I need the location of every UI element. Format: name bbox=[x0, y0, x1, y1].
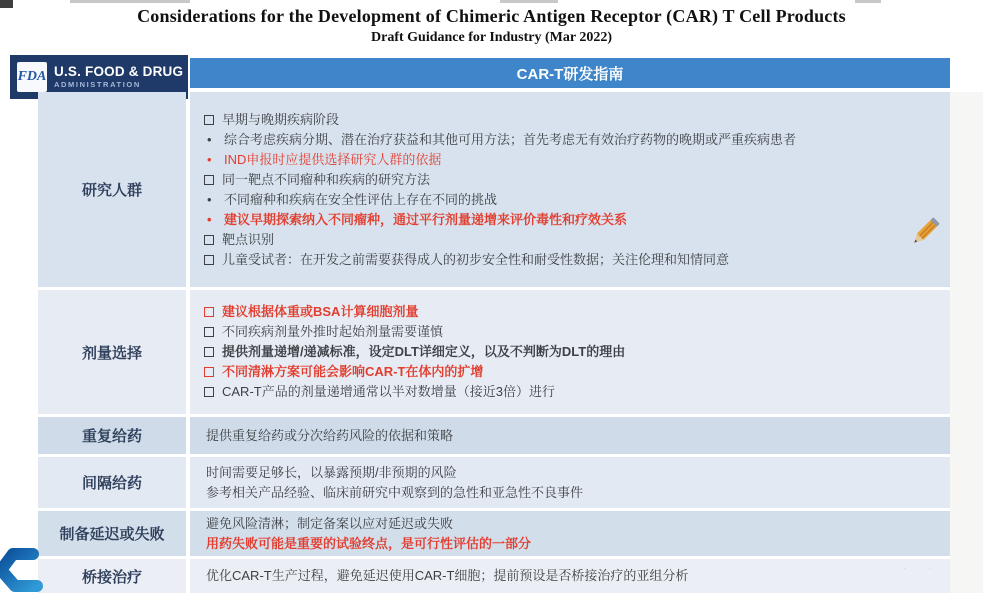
content-item bbox=[202, 534, 942, 554]
checkbox-marker-icon bbox=[204, 387, 214, 397]
content-item-text: 参考相关产品经验、临床前研究中观察到的急性和亚急性不良事件 bbox=[206, 484, 584, 500]
content-item bbox=[202, 150, 942, 170]
content-item-text: 不同瘤种和疾病在安全性评估上存在不同的挑战 bbox=[224, 191, 498, 207]
bullet-marker-icon: • bbox=[207, 211, 212, 227]
c-brand-logo-icon bbox=[0, 546, 49, 593]
table-header-banner: CAR-T研发指南 bbox=[190, 58, 950, 88]
row-content bbox=[190, 559, 950, 593]
checkbox-marker-icon bbox=[204, 175, 214, 185]
content-item bbox=[202, 170, 942, 190]
row-label: 桥接治疗 bbox=[38, 559, 186, 593]
fda-logo-text bbox=[54, 65, 183, 89]
content-item-text: IND申报时应提供选择研究人群的依据 bbox=[224, 151, 442, 167]
content-item-text: 同一靶点不同瘤种和疾病的研究方法 bbox=[222, 171, 431, 187]
table-row bbox=[38, 417, 950, 454]
row-label: 重复给药 bbox=[38, 417, 186, 454]
checkbox-marker-icon bbox=[204, 367, 214, 377]
content-item-text: 时间需要足够长，以暴露预期/非预期的风险 bbox=[206, 464, 457, 480]
content-item bbox=[202, 250, 942, 270]
content-item bbox=[202, 130, 942, 150]
pencil-icon bbox=[903, 210, 945, 256]
video-artifact bbox=[500, 0, 558, 3]
content-item bbox=[202, 110, 942, 130]
content-item bbox=[202, 566, 942, 586]
content-item-text: CAR-T产品的剂量递增通常以半对数增量（接近3倍）进行 bbox=[222, 384, 555, 399]
content-item bbox=[202, 230, 942, 250]
content-item bbox=[202, 514, 942, 534]
checkbox-marker-icon bbox=[204, 307, 214, 317]
content-item bbox=[202, 362, 942, 382]
fda-acronym-icon: FDA bbox=[17, 62, 47, 92]
content-item-text: 建议根据体重或BSA计算细胞剂量 bbox=[222, 304, 419, 319]
bullet-marker-icon: • bbox=[207, 151, 212, 167]
content-item bbox=[202, 382, 942, 402]
content-item-text: 早期与晚期疾病阶段 bbox=[222, 111, 340, 127]
content-item-text: 用药失败可能是重要的试验终点，是可行性评估的一部分 bbox=[206, 535, 532, 551]
checkbox-marker-icon bbox=[204, 235, 214, 245]
row-content bbox=[190, 92, 950, 287]
faint-watermark: · ˙ · bbox=[903, 564, 936, 573]
table-row bbox=[38, 559, 950, 593]
row-content bbox=[190, 417, 950, 454]
content-item bbox=[202, 342, 942, 362]
content-item-text: 避免风险清淋；制定备案以应对延迟或失败 bbox=[206, 515, 454, 531]
table-row bbox=[38, 290, 950, 414]
table-row bbox=[38, 92, 950, 287]
checkbox-marker-icon bbox=[204, 327, 214, 337]
page-title: Considerations for the Development of Chimeric Antigen Receptor (CAR) T Cell Products bbox=[137, 6, 846, 26]
row-content bbox=[190, 511, 950, 556]
page-subtitle: Draft Guidance for Industry (Mar 2022) bbox=[371, 30, 612, 45]
fda-logo-line2: ADMINISTRATION bbox=[54, 80, 141, 90]
row-label: 研究人群 bbox=[38, 92, 186, 287]
content-item-text: 提供剂量递增/递减标准，设定DLT详细定义，以及不判断为DLT的理由 bbox=[222, 344, 626, 359]
row-label: 剂量选择 bbox=[38, 290, 186, 414]
row-label: 间隔给药 bbox=[38, 457, 186, 508]
checkbox-marker-icon bbox=[204, 115, 214, 125]
content-item-text: 优化CAR-T生产过程，避免延迟使用CAR-T细胞；提前预设是否桥接治疗的亚组分析 bbox=[206, 568, 689, 583]
row-content bbox=[190, 290, 950, 414]
content-item bbox=[202, 322, 942, 342]
bullet-marker-icon: • bbox=[207, 131, 212, 147]
checkbox-marker-icon bbox=[204, 255, 214, 265]
content-item-text: 靶点识别 bbox=[222, 231, 275, 247]
row-label: 制备延迟或失败 bbox=[38, 511, 186, 556]
row-content bbox=[190, 457, 950, 508]
content-item bbox=[202, 302, 942, 322]
content-item bbox=[202, 426, 942, 446]
content-item-text: 建议早期探索纳入不同瘤种，通过平行剂量递增来评价毒性和疗效关系 bbox=[224, 211, 628, 227]
content-item-text: 不同清淋方案可能会影响CAR-T在体内的扩增 bbox=[222, 364, 484, 379]
content-item bbox=[202, 190, 942, 210]
content-item-text: 不同疾病剂量外推时起始剂量需要谨慎 bbox=[222, 324, 444, 339]
content-item-text: 儿童受试者：在开发之前需要获得成人的初步安全性和耐受性数据；关注伦理和知情同意 bbox=[222, 251, 730, 267]
fda-logo-line1: U.S. FOOD & DRUG bbox=[54, 63, 184, 79]
guidance-table bbox=[38, 92, 950, 593]
table-row bbox=[38, 511, 950, 556]
content-item-text: 综合考虑疾病分期、潜在治疗获益和其他可用方法；首先考虑无有效治疗药物的晚期或严重疾病患者 bbox=[224, 131, 797, 147]
video-artifact bbox=[855, 0, 881, 3]
bullet-marker-icon: • bbox=[207, 191, 212, 207]
right-margin bbox=[950, 92, 983, 593]
content-item bbox=[202, 483, 942, 503]
checkbox-marker-icon bbox=[204, 347, 214, 357]
content-item-text: 提供重复给药或分次给药风险的依据和策略 bbox=[206, 427, 454, 443]
content-item bbox=[202, 463, 942, 483]
table-row bbox=[38, 457, 950, 508]
content-item bbox=[202, 210, 942, 230]
video-artifact bbox=[70, 0, 190, 3]
